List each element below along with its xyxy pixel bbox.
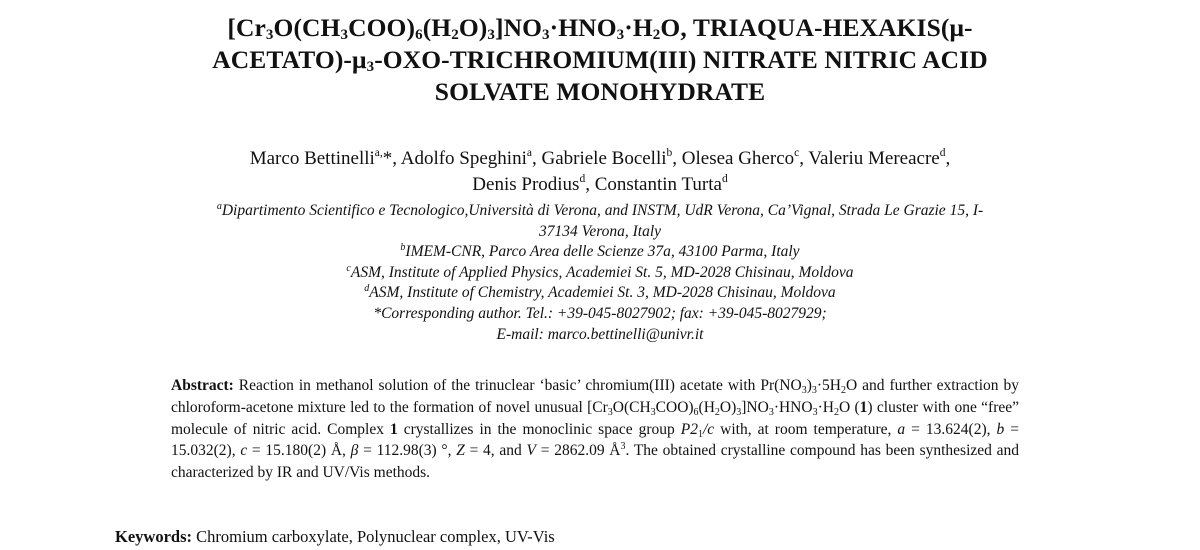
abstract: Abstract: Reaction in methanol solution of the trinuclear ‘basic’ chromium(III) acetate with $Pr(NO_3)_3\cdot 5H_2O$ and further extraction by chloroform-acetone mixture led to the formation of novel unusual $[Cr_3O(CH_3COO)_6(H_2O)_3]NO_3\cdot HNO_3\cdot H_2O$ (1) cluster with one “free” molecule of nitric acid. Complex 1 crystallizes in the monoclinic space group $P2_1/c$ with, at room temperature, a = 13.624(2), b = 15.032(2), c = 15.180(2) Å, β = 112.98(3) °, Z = 4, and V = 2862.09 $Å^3$. The obtained crystalline compound has been synthesized and characterized by IR and UV/Vis methods. [171,377,1020,482]
affiliation-b: $^b$IMEM-CNR, Parco Area delle Scienze 37a, 43100 Parma, Italy [400,242,800,261]
author: Constantin Turta$^d$ [594,173,728,195]
corresponding-author: *Corresponding author. Tel.: +39-045-8027902; fax: +39-045-8027929; [373,304,827,322]
title-line-3: SOLVATE MONOHYDRATE [434,77,766,106]
author: Gabriele Bocelli$^b$, [541,147,682,169]
author: Adolfo Speghini$^a$, [400,147,542,169]
keywords [115,526,1115,548]
keywords-text: Chromium carboxylate, Polynuclear complex, UV-Vis [192,527,555,546]
paper-title [100,12,1100,108]
affiliation-a-continued: 37134 Verona, Italy [538,222,662,240]
title-line-1: $[Cr_3O(CH_3COO)_6(H_2O)_3]NO_3\cdot HNO_3\cdot H_2O$, TRIAQUA-HEXAKIS(μ- [227,13,973,43]
title-line-2: $ACETATO)-\mu_3-OXO-TRICHROMIUM(III)$ NITRATE NITRIC ACID [212,45,988,75]
author: Valeriu Mereacre$^d$, [808,147,951,169]
author: Denis Prodius$^d$, [472,173,595,195]
affiliation-list [100,201,1100,345]
abstract-label: Abstract: [171,377,234,394]
keywords-label: Keywords: [115,527,192,546]
affiliation-c: $^c$ASM, Institute of Applied Physics, Academiei St. 5, MD-2028 Chisinau, Moldova [346,262,854,281]
email-address: E-mail: marco.bettinelli@univr.it [496,325,704,343]
affiliation-d: $^d$ASM, Institute of Chemistry, Academiei St. 3, MD-2028 Chisinau, Moldova [364,283,836,302]
author: Marco Bettinelli$^{a,}$*, [249,147,401,169]
author: Olesea Gherco$^c$, [681,147,809,169]
author-list [100,146,1100,198]
affiliation-a: $^a$Dipartimento Scientifico e Tecnologico,Università di Verona, and INSTM, UdR Verona, Ca’Vignal, Strada Le Grazie 15, I- [216,201,984,219]
